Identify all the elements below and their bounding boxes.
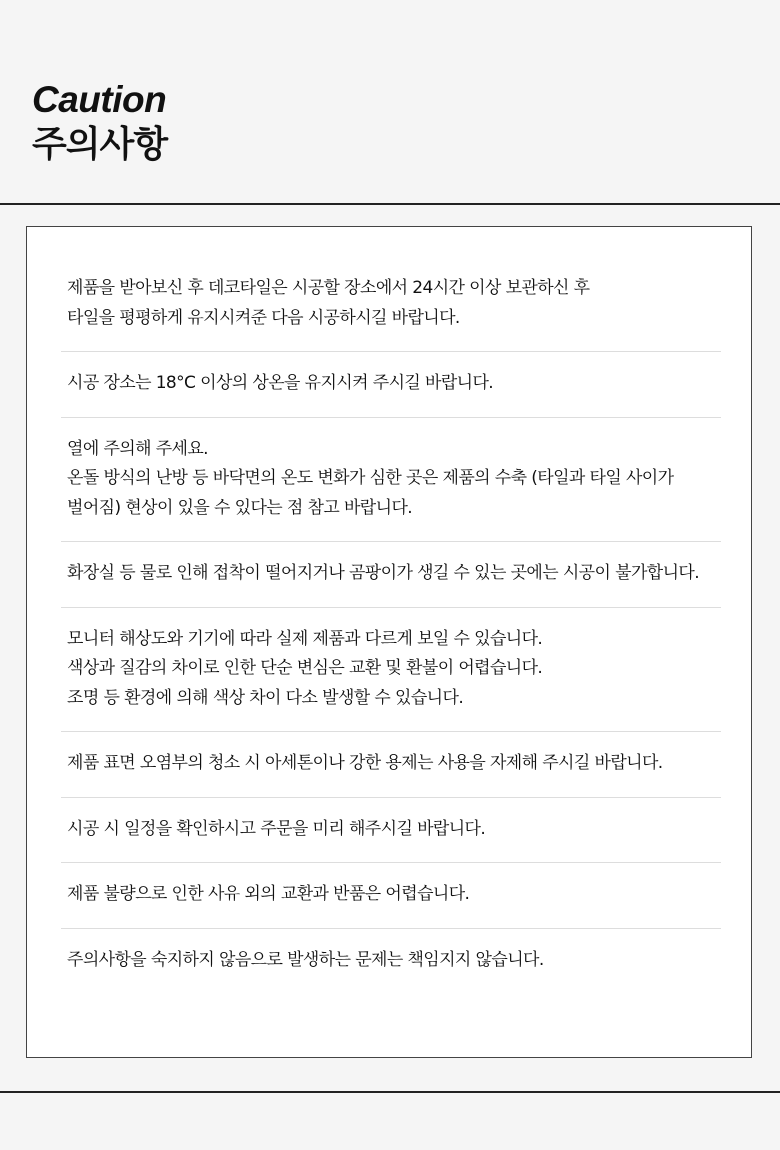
caution-line: 벌어짐) 현상이 있을 수 있다는 점 참고 바랍니다. xyxy=(67,497,413,518)
caution-header xyxy=(32,78,167,168)
caution-item xyxy=(61,417,721,542)
caution-item xyxy=(61,607,721,732)
caution-list xyxy=(61,266,721,993)
caution-item xyxy=(61,351,721,417)
caution-line: 타일을 평평하게 유지시켜준 다음 시공하시길 바랍니다. xyxy=(67,307,460,328)
caution-line: 색상과 질감의 차이로 인한 단순 변심은 교환 및 환불이 어렵습니다. xyxy=(67,658,543,678)
caution-item xyxy=(61,266,721,351)
caution-item xyxy=(61,928,721,994)
caution-line: 제품 표면 오염부의 청소 시 아세톤이나 강한 용제는 사용을 자제해 주시길 바랍니다. xyxy=(67,753,663,773)
caution-line: 제품 불량으로 인한 사유 외의 교환과 반품은 어렵습니다. xyxy=(67,884,470,904)
caution-line: 주의사항을 숙지하지 않음으로 발생하는 문제는 책임지지 않습니다. xyxy=(67,949,544,970)
top-divider xyxy=(0,203,780,205)
bottom-divider xyxy=(0,1091,780,1093)
title-english: Caution xyxy=(32,79,167,120)
caution-box xyxy=(26,226,752,1058)
caution-line: 화장실 등 물로 인해 접착이 떨어지거나 곰팡이가 생길 수 있는 곳에는 시공이 불가합니다. xyxy=(67,563,700,583)
caution-line: 온돌 방식의 난방 등 바닥면의 온도 변화가 심한 곳은 제품의 수축 (타일과 타일 사이가 xyxy=(67,468,674,488)
caution-item xyxy=(61,862,721,928)
caution-item xyxy=(61,731,721,797)
caution-line: 조명 등 환경에 의해 색상 차이 다소 발생할 수 있습니다. xyxy=(67,687,464,708)
caution-line: 열에 주의해 주세요. xyxy=(67,438,208,459)
caution-line: 제품을 받아보신 후 데코타일은 시공할 장소에서 24시간 이상 보관하신 후 xyxy=(67,278,590,298)
caution-line: 시공 시 일정을 확인하시고 주문을 미리 해주시길 바랍니다. xyxy=(67,818,486,839)
caution-item xyxy=(61,797,721,863)
caution-line: 모니터 해상도와 기기에 따라 실제 제품과 다르게 보일 수 있습니다. xyxy=(67,628,543,649)
caution-line: 시공 장소는 18°C 이상의 상온을 유지시켜 주시길 바랍니다. xyxy=(67,373,494,393)
caution-item xyxy=(61,541,721,607)
title-korean: 주의사항 xyxy=(32,124,168,165)
